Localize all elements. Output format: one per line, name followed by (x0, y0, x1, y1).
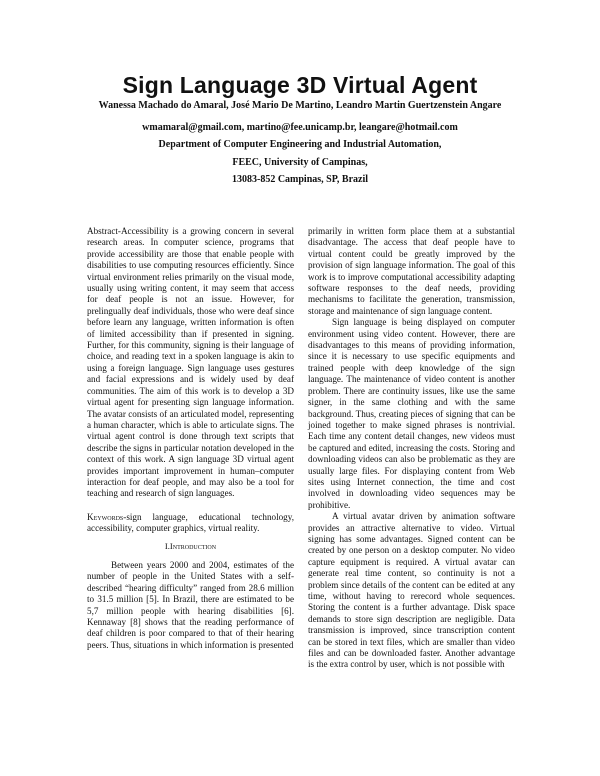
intro-paragraph-1: Between years 2000 and 2004, estimates of the number of people in the United States with a self-described “hearing difficulty” ranged from 28.6 million to 31.5 million [5]. In Brazil, there are estimated to be 5,7 million people with hearing disabilities [6]. Kennaway [8] shows that the reading performance of deaf children is poor compared to that of their hearing peers. Thus, situations in which information is presented (87, 559, 294, 650)
right-column (308, 226, 515, 671)
section-title: Introduction (169, 540, 217, 551)
keywords-separator: - (123, 511, 127, 522)
affiliation-address: 13083-852 Campinas, SP, Brazil (231, 174, 369, 185)
left-column (87, 226, 294, 651)
affiliation-university: FEEC, University of Campinas, (232, 157, 368, 168)
keywords-label: Keywords (87, 511, 124, 522)
intro-paragraph-3: A virtual avatar driven by animation software provides an attractive alternative to video. Virtual signing has some advantages. Signed content can be created by one person on a desktop computer. No video capture equipment is required. A virtual avatar can generate real time content, so continuity is not a problem since details of the content can be edited at any time, without having to rerecord whole sequences. Storing the content is a further advantage. Disk space demands to store sign description are negligible. Data transmission is improved, since transcription content can be stored in text files, which are smaller than video files and can be downloaded faster. Another advantage is the extra control by user, which is not possible with (308, 511, 515, 670)
abstract-paragraph: Abstract-Accessibility is a growing concern in several research areas. In computer science, programs that provide accessibility are those that enable people with disabilities to use computing resources efficiently. Since virtual environment relies primarily on the visual mode, usually using writing content, it may seem that access for deaf people is not an issue. However, for prelingually deaf individuals, those who were deaf since before learn any language, written information is often of limited accessibility than if presented in signing. Further, for this community, signing is their language of choice, and reading text in a spoken language is akin to using a foreign language. Sign language uses gestures and facial expressions and is widely used by deaf communities. The aim of this work is to develop a 3D virtual agent for presenting sign language information. The avatar consists of an articulated model, representing a human character, which is able to articulate signs. The virtual agent control is done through text scripts that describe the signs in particular notation developed in the context of this work. A sign language 3D virtual agent provides important improvement in human–computer interaction for deaf people, and may also be a tool for teaching and research of sign languages. (87, 226, 294, 499)
section-number: I. (164, 540, 170, 551)
keywords-text: sign language, educational technology, accessibility, computer graphics, virtual reality. (87, 511, 294, 534)
author-emails: wmamaral@gmail.com, martino@fee.unicamp.br, leangare@hotmail.com (142, 122, 458, 133)
paper-title: Sign Language 3D Virtual Agent (122, 72, 478, 98)
section-heading-introduction (87, 541, 294, 552)
intro-paragraph-2: Sign language is being displayed on computer environment using video content. However, there are disadvantages to this means of providing information, since it is necessary to use specific equipments and trained people with deep knowledge of the sign language. The maintenance of video content is another problem. There are continuity issues, like use the same signer, in the same clothing and with the same background. Thus, creating pieces of signing that can be joined together to make signed phrases is nontrivial. Each time any content detail changes, new videos must be captured and edited, increasing the costs. Storing and downloading videos can also be problematic as they are usually large files. For displaying content from Web sites using Internet connection, the time and cost involved in downloading video sequences may be prohibitive. (308, 317, 515, 510)
affiliation-department: Department of Computer Engineering and Industrial Automation, (158, 139, 442, 150)
keywords-paragraph (87, 512, 294, 535)
author-list: Wanessa Machado do Amaral, José Mario De Martino, Leandro Martin Guertzenstein Angare (98, 100, 502, 111)
intro-paragraph-1-continued: primarily in written form place them at a substantial disadvantage. The access that deaf people have to virtual content could be greatly improved by the provision of sign language information. The goal of this work is to improve computational accessibility adapting software responses to the deaf needs, providing mechanisms to facilitate the generation, transmission, storage and maintenance of sign language content. (308, 226, 515, 316)
